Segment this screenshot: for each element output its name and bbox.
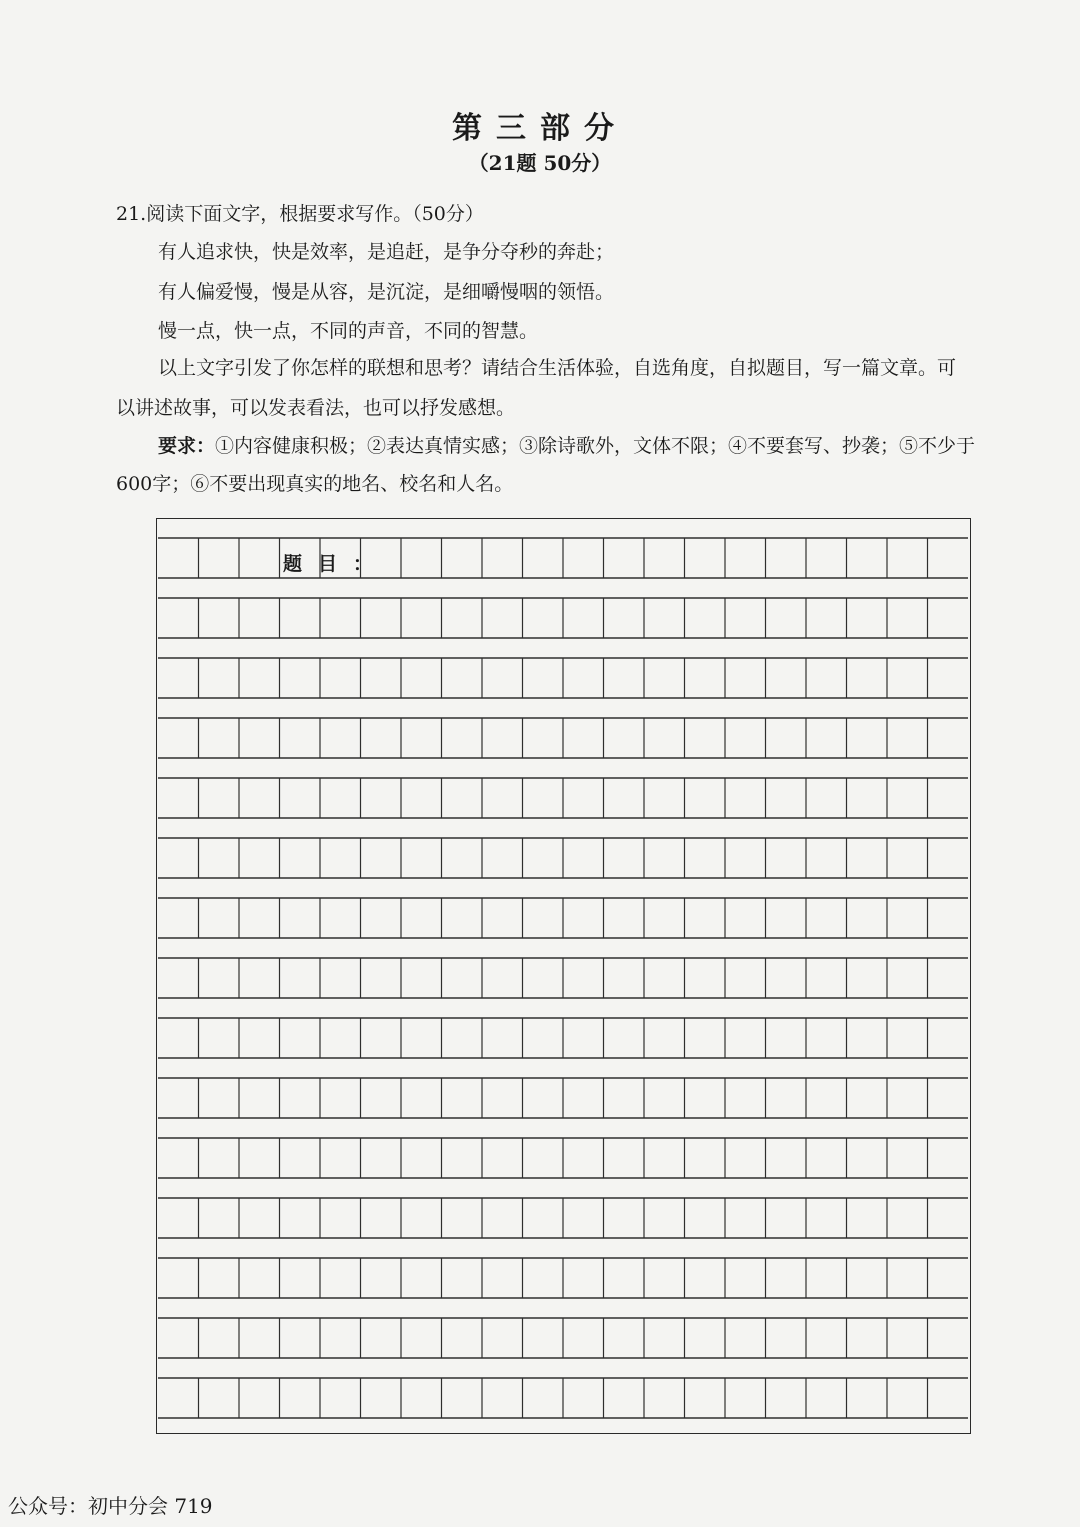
question-stem: 21.阅读下面文字，根据要求写作。（50分）	[116, 203, 484, 225]
requirements-label: 要求：	[158, 435, 216, 457]
instruction-line-2: 以讲述故事，可以发表看法，也可以抒发感想。	[116, 397, 516, 419]
prompt-line-1: 有人追求快，快是效率，是追赶，是争分夺秒的奔赴；	[158, 241, 615, 263]
requirements-text: ①内容健康积极；②表达真情实感；③除诗歌外，文体不限；④不要套写、抄袭；⑤不少于	[215, 435, 976, 457]
instruction-line-1: 以上文字引发了你怎样的联想和思考？请结合生活体验，自选角度，自拟题目，写一篇文章。可	[158, 357, 957, 379]
requirements	[158, 434, 975, 458]
prompt-line-3: 慢一点，快一点，不同的声音，不同的智慧。	[158, 320, 539, 342]
answer-grid-lines	[156, 518, 971, 1434]
answer-grid[interactable]	[156, 518, 971, 1434]
prompt-line-2: 有人偏爱慢，慢是从容，是沉淀，是细嚼慢咽的领悟。	[158, 281, 615, 303]
essay-title-label: 题目：	[283, 553, 389, 575]
section-title: 第三部分	[452, 111, 628, 146]
section-subtitle: （21题 50分）	[468, 151, 612, 175]
requirements-continued: 600字；⑥不要出现真实的地名、校名和人名。	[116, 473, 514, 495]
footer-text: 公众号：初中分会 719	[8, 1494, 213, 1518]
